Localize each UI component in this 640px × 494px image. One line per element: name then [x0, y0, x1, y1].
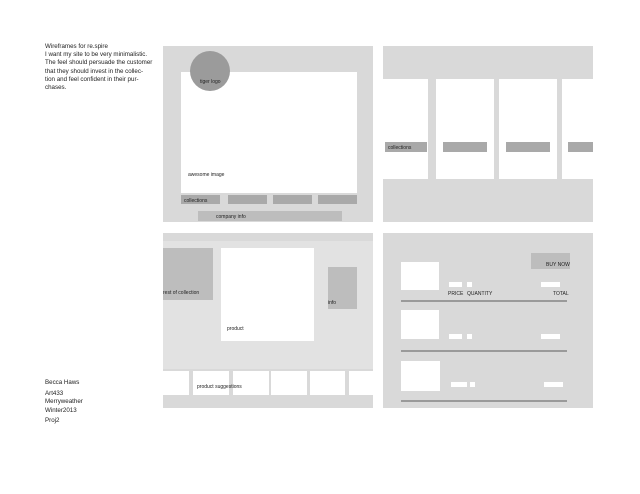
note-line: I want my site to be very minimalistic.: [45, 51, 148, 59]
author-name: Becca Haws: [45, 379, 80, 386]
total-field: [544, 382, 563, 387]
suggestion-item[interactable]: [310, 371, 345, 395]
price-label: PRICE: [448, 291, 464, 297]
suggestion-item[interactable]: [163, 371, 189, 395]
note-line: tion and feel confident in their pur-: [45, 75, 139, 83]
product-label: product: [227, 326, 244, 332]
cart-item-image: [401, 361, 440, 391]
company-info-label: company info: [216, 214, 246, 220]
rest-of-collection-label: rest of collection: [163, 290, 200, 296]
info-label: info: [328, 300, 337, 306]
price-field: [449, 282, 462, 287]
collection-tab[interactable]: [568, 142, 593, 152]
collection-column[interactable]: [562, 79, 593, 179]
product-wireframe: [163, 233, 373, 408]
suggestion-item[interactable]: [193, 371, 229, 395]
cart-item-image: [401, 262, 439, 290]
author-notes: [45, 379, 83, 425]
divider: [401, 350, 567, 352]
collection-column[interactable]: [436, 79, 494, 179]
intro-notes: [45, 43, 152, 92]
collections-wireframe: [383, 46, 593, 222]
tiger-logo[interactable]: [190, 51, 230, 91]
collection-column[interactable]: [383, 79, 428, 179]
logo-label: tiger logo: [200, 79, 221, 85]
suggestions-label: product suggestions: [197, 384, 242, 390]
nav-item[interactable]: [228, 195, 267, 204]
cart-wireframe: [383, 233, 593, 408]
hero-image-label: awesome image: [188, 172, 225, 178]
nav-item[interactable]: [273, 195, 312, 204]
nav-collections-label: collections: [184, 198, 208, 204]
home-wireframe: [163, 46, 373, 222]
suggestion-item[interactable]: [271, 371, 307, 395]
total-label: TOTAL: [553, 291, 569, 297]
nav-item[interactable]: [318, 195, 357, 204]
quantity-label: QUANTITY: [467, 291, 493, 297]
collection-column[interactable]: [499, 79, 557, 179]
collections-label: collections: [388, 145, 412, 151]
course: Art433: [45, 390, 64, 398]
quantity-field[interactable]: [467, 282, 472, 287]
collection-tab[interactable]: [506, 142, 550, 152]
divider: [401, 400, 567, 402]
quantity-field[interactable]: [467, 334, 472, 339]
note-line: that they should invest in the collec-: [45, 67, 144, 75]
collection-tab[interactable]: [443, 142, 487, 152]
suggestion-item[interactable]: [233, 371, 269, 395]
total-field: [541, 334, 560, 339]
note-line: The feel should persuade the customer: [45, 59, 153, 67]
quantity-field[interactable]: [470, 382, 475, 387]
project: Proj2: [45, 416, 60, 424]
term: Winter2013: [45, 406, 77, 414]
price-field: [451, 382, 467, 387]
cart-item-image: [401, 310, 439, 339]
total-field: [541, 282, 560, 287]
divider: [401, 300, 567, 302]
note-line: chases.: [45, 84, 67, 92]
price-field: [449, 334, 462, 339]
instructor: Merryweather: [45, 398, 83, 406]
note-line: Wireframes for re.spire: [45, 43, 108, 50]
suggestion-item[interactable]: [349, 371, 373, 395]
buy-now-label: BUY NOW: [546, 262, 570, 268]
